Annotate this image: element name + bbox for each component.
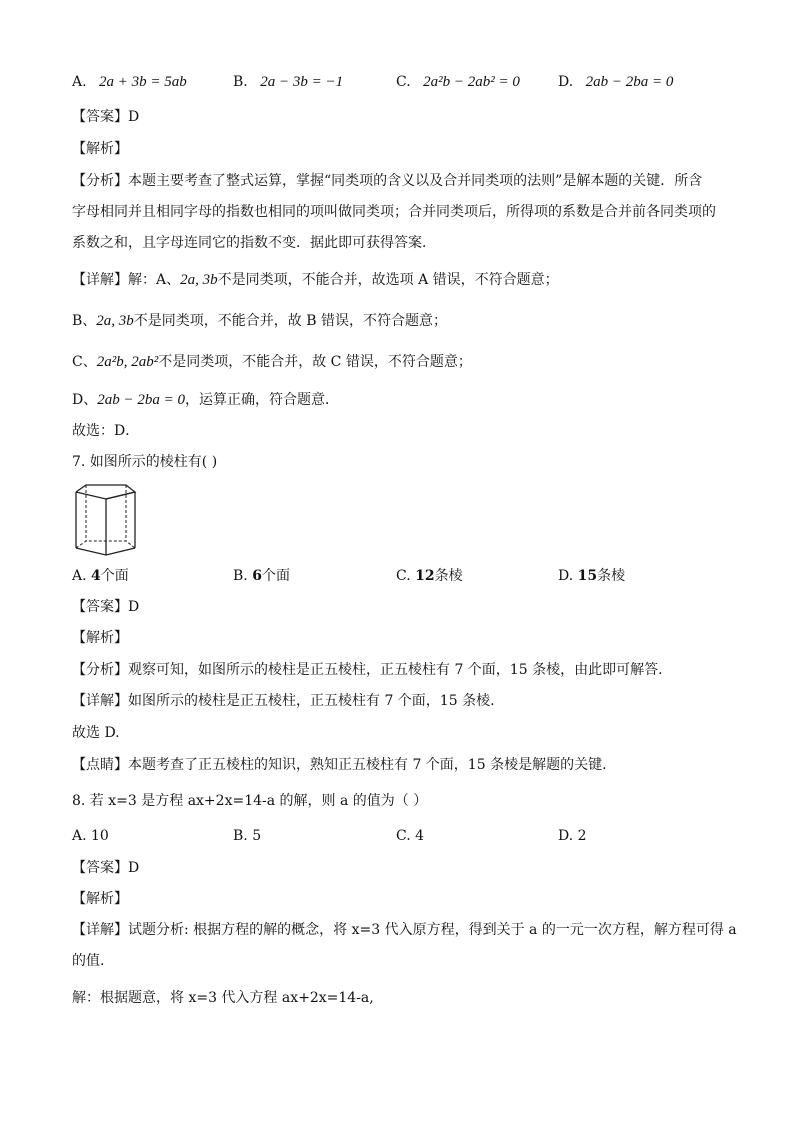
q6-option-b: B. 2a − 3b = −1 bbox=[233, 74, 344, 90]
q7-option-a: A. 4个面 bbox=[72, 568, 129, 584]
q6-option-c-expr: 2a²b − 2ab² = 0 bbox=[423, 74, 520, 90]
fenxi-tag: 【分析】 bbox=[72, 173, 128, 189]
q7-xiangjie: 【详解】如图所示的棱柱是正五棱柱，正五棱柱有 7 个面，15 条棱. bbox=[72, 693, 495, 709]
xiangjie-tag: 【详解】 bbox=[72, 922, 128, 938]
q8-option-b: B. 5 bbox=[233, 828, 262, 844]
xiangjie-tag: 【详解】 bbox=[72, 272, 128, 288]
q6-answer bbox=[72, 108, 139, 126]
q6-option-a-expr: 2a + 3b = 5ab bbox=[99, 74, 187, 90]
q8-question: 8. 若 x=3 是方程 ax+2x=14-a 的解，则 a 的值为（ ） bbox=[72, 793, 428, 809]
q7-fenxi: 【分析】观察可知，如图所示的棱柱是正五棱柱，正五棱柱有 7 个面，15 条棱，由此即可解答. bbox=[72, 662, 663, 678]
answer-tag: 【答案】 bbox=[72, 599, 128, 615]
q6-fenxi-line-1: 【分析】本题主要考查了整式运算，掌握“同类项的含义以及合并同类项的法则”是解本题的关键．所含 bbox=[72, 173, 703, 189]
q6-option-b-expr: 2a − 3b = −1 bbox=[260, 74, 344, 90]
q6-fenxi-line-3: 系数之和，且字母连同它的指数不变．据此即可获得答案． bbox=[72, 235, 436, 251]
q7-answer bbox=[72, 598, 139, 616]
q6-fenxi-line-2: 字母相同并且相同字母的指数也相同的项叫做同类项；合并同类项后，所得项的系数是合并前各同类项的 bbox=[72, 204, 716, 220]
q7-conclusion: 故选 D. bbox=[72, 725, 120, 741]
answer-tag: 【答案】 bbox=[72, 860, 128, 876]
q7-dianjing: 【点睛】本题考查了正五棱柱的知识，熟知正五棱柱有 7 个面，15 条棱是解题的关键. bbox=[72, 757, 607, 773]
q7-option-b: B. 6个面 bbox=[233, 568, 290, 584]
q8-option-d: D. 2 bbox=[558, 828, 587, 844]
q6-detail-c: C、2a²b, 2ab²不是同类项，不能合并，故 C 错误，不符合题意； bbox=[72, 354, 472, 370]
pentagonal-prism-figure bbox=[72, 483, 140, 557]
q8-option-a: A. 10 bbox=[72, 828, 109, 844]
q7-analysis-tag: 【解析】 bbox=[72, 630, 128, 646]
answer-value: D bbox=[128, 599, 140, 615]
fenxi-tag: 【分析】 bbox=[72, 662, 128, 678]
q8-option-c: C. 4 bbox=[396, 828, 425, 844]
answer-value: D bbox=[128, 109, 140, 125]
q6-option-d-expr: 2ab − 2ba = 0 bbox=[585, 74, 674, 90]
dianjing-tag: 【点睛】 bbox=[72, 757, 128, 773]
q6-option-d: D. 2ab − 2ba = 0 bbox=[558, 74, 674, 90]
answer-tag: 【答案】 bbox=[72, 109, 128, 125]
q8-answer bbox=[72, 859, 139, 877]
q6-option-c: C. 2a²b − 2ab² = 0 bbox=[396, 74, 520, 90]
q6-analysis-tag: 【解析】 bbox=[72, 141, 128, 157]
xiangjie-tag: 【详解】 bbox=[72, 693, 128, 709]
q8-xiangjie-line-1: 【详解】试题分析: 根据方程的解的概念，将 x=3 代入原方程，得到关于 a 的一元一次方程，解方程可得 a bbox=[72, 922, 737, 938]
pentagonal-prism-icon bbox=[72, 483, 140, 557]
q6-option-a: A. 2a + 3b = 5ab bbox=[72, 74, 187, 90]
q7-option-d: D. 15条棱 bbox=[558, 568, 626, 584]
q8-analysis-tag: 【解析】 bbox=[72, 891, 128, 907]
answer-value: D bbox=[128, 860, 140, 876]
q7-question: 7. 如图所示的棱柱有( ) bbox=[72, 454, 218, 470]
q6-detail-b: B、2a, 3b不是同类项，不能合并，故 B 错误，不符合题意； bbox=[72, 313, 447, 329]
q6-detail-d: D、2ab − 2ba = 0，运算正确，符合题意． bbox=[72, 392, 339, 408]
q6-conclusion: 故选：D． bbox=[72, 423, 140, 439]
q8-xiangjie-line-2: 的值. bbox=[72, 953, 105, 969]
q8-solution: 解：根据题意，将 x=3 代入方程 ax+2x=14-a, bbox=[72, 990, 374, 1006]
q6-detail-a: 【详解】解：A、2a, 3b不是同类项，不能合并，故选项 A 错误，不符合题意； bbox=[72, 272, 559, 288]
q7-option-c: C. 12条棱 bbox=[396, 568, 463, 584]
